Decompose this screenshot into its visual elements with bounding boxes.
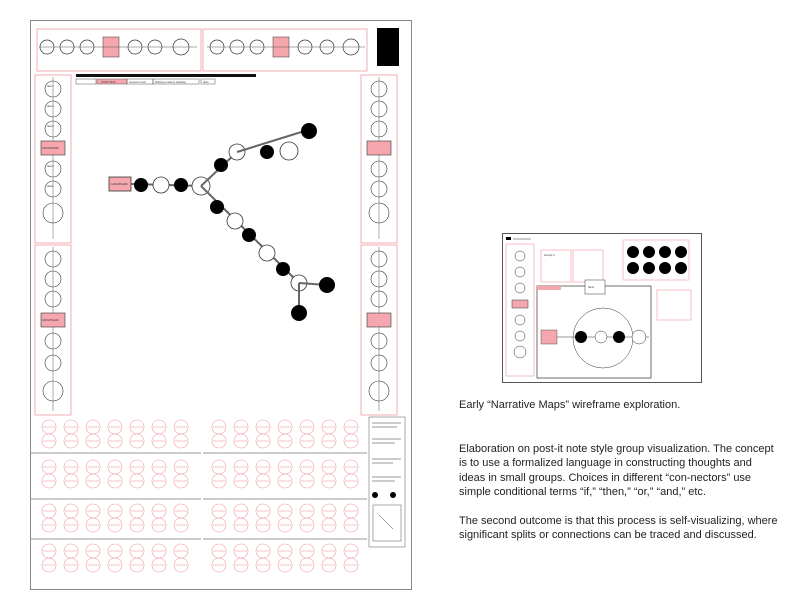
start-node-label: GROUPNAME	[111, 183, 128, 186]
header-tab-1	[76, 79, 96, 84]
thumb-next-label: Next	[588, 285, 595, 289]
thumb-card-2	[573, 250, 603, 282]
left-group-label-1: GROUPNAME	[42, 147, 59, 150]
caption-paragraph-2: The second outcome is that this process is self-visualizing, where significant splits or connections can be traced and discussed.	[459, 515, 778, 542]
thumb-side-card	[657, 290, 691, 320]
left-card-label-2: Idea 2	[47, 105, 54, 108]
black-panel	[377, 28, 399, 66]
caption-paragraph-1: Elaboration on post-it note style group visualization. The concept is to use a formalized language in constructing thoughts and ideas in small groups. Choices in different “con-nectors” use simple conditional terms “if,” “then,” “or,” “and,” etc.	[459, 443, 774, 499]
left-card-label-5: Ideas	[47, 185, 54, 188]
header-bar	[76, 74, 256, 77]
narrative-map	[109, 123, 335, 321]
left-group-label-2: GROUPNAME	[42, 319, 59, 322]
post-it-grid	[42, 420, 358, 572]
notes-lines	[372, 423, 401, 481]
right-panel-nodes	[367, 77, 391, 411]
thumb-left-rail	[506, 244, 534, 376]
header-label-4: done	[203, 81, 209, 84]
thumb-left-rail-nodes	[512, 251, 528, 358]
left-card-label-4: Idea 4	[47, 165, 54, 168]
notes-panel	[369, 417, 405, 547]
top-strip-nodes	[39, 37, 365, 57]
thumb-card-1-label: Group 1	[544, 253, 555, 257]
header-label-1: STORY MAP	[101, 81, 116, 84]
thumb-card-3	[623, 240, 689, 280]
wireframe-board-drawing	[31, 21, 411, 589]
left-card-label-3: Idea 3	[47, 125, 54, 128]
caption-title: Early “Narrative Maps” wireframe exploration.	[459, 399, 681, 411]
wireframe-thumbnail	[502, 233, 702, 383]
left-card-label-1: Idea 1	[47, 85, 54, 88]
thumb-black-dots	[627, 246, 687, 274]
header-label-2: connect to next	[129, 81, 146, 84]
header-label-3: Starting a node by dropping	[155, 81, 186, 84]
wireframe-board	[30, 20, 412, 590]
wireframe-thumbnail-drawing	[503, 234, 701, 382]
